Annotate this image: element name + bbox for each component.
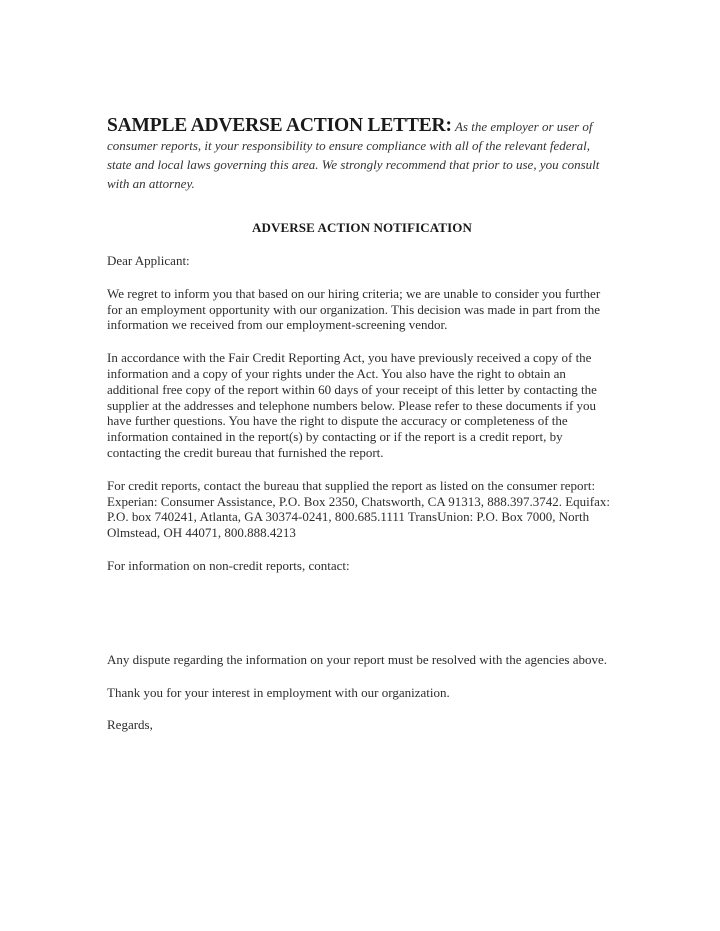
paragraph-thank-you: Thank you for your interest in employment with our organization. — [107, 684, 450, 700]
closing: Regards, — [107, 717, 153, 733]
letter-header — [107, 116, 617, 193]
notification-heading: ADVERSE ACTION NOTIFICATION — [252, 220, 472, 235]
paragraph-dispute: Any dispute regarding the information on your report must be resolved with the agencies above. — [107, 651, 608, 667]
paragraph-credit-bureaus: For credit reports, contact the bureau that supplied the report as listed on the consumer report: Experian: Consumer Assistance, P.O. Box 2350, Chatsworth, CA 91313, 888.397.3742. Equifax: P.O. box 740241, Atlanta, GA 30374-0241, 800.685.1111 TransUnion: P.O. Box 7000, North Olmstead, OH 44071, 800.888.4213 — [107, 477, 611, 541]
paragraph-fcra-rights: In accordance with the Fair Credit Reporting Act, you have previously received a copy of the information and a copy of your rights under the Act. You also have the right to obtain an additional free copy of the report within 60 days of your receipt of this letter by contacting the supplier at the addresses and telephone numbers below. Please refer to these documents if you have further questions. You have the right to dispute the accuracy or completeness of the information contained in the report(s) by contacting or if the report is a credit report, by contacting the credit bureau that furnished the report. — [107, 350, 597, 460]
paragraph-rejection: We regret to inform you that based on our hiring criteria; we are unable to consider you further for an employment opportunity with our organization. This decision was made in part from the information we received from our employment-screening vendor. — [107, 285, 601, 333]
legal-disclaimer: As the employer or user of consumer reports, it your responsibility to ensure compliance with all of the relevant federal, state and local laws governing this area. We strongly recommend that prior to use, you consult with an attorney. — [107, 119, 600, 191]
salutation: Dear Applicant: — [107, 253, 190, 268]
document-title: SAMPLE ADVERSE ACTION LETTER: — [107, 115, 452, 136]
paragraph-non-credit-contact: For information on non-credit reports, contact: — [107, 557, 350, 573]
letter-content — [107, 116, 617, 733]
